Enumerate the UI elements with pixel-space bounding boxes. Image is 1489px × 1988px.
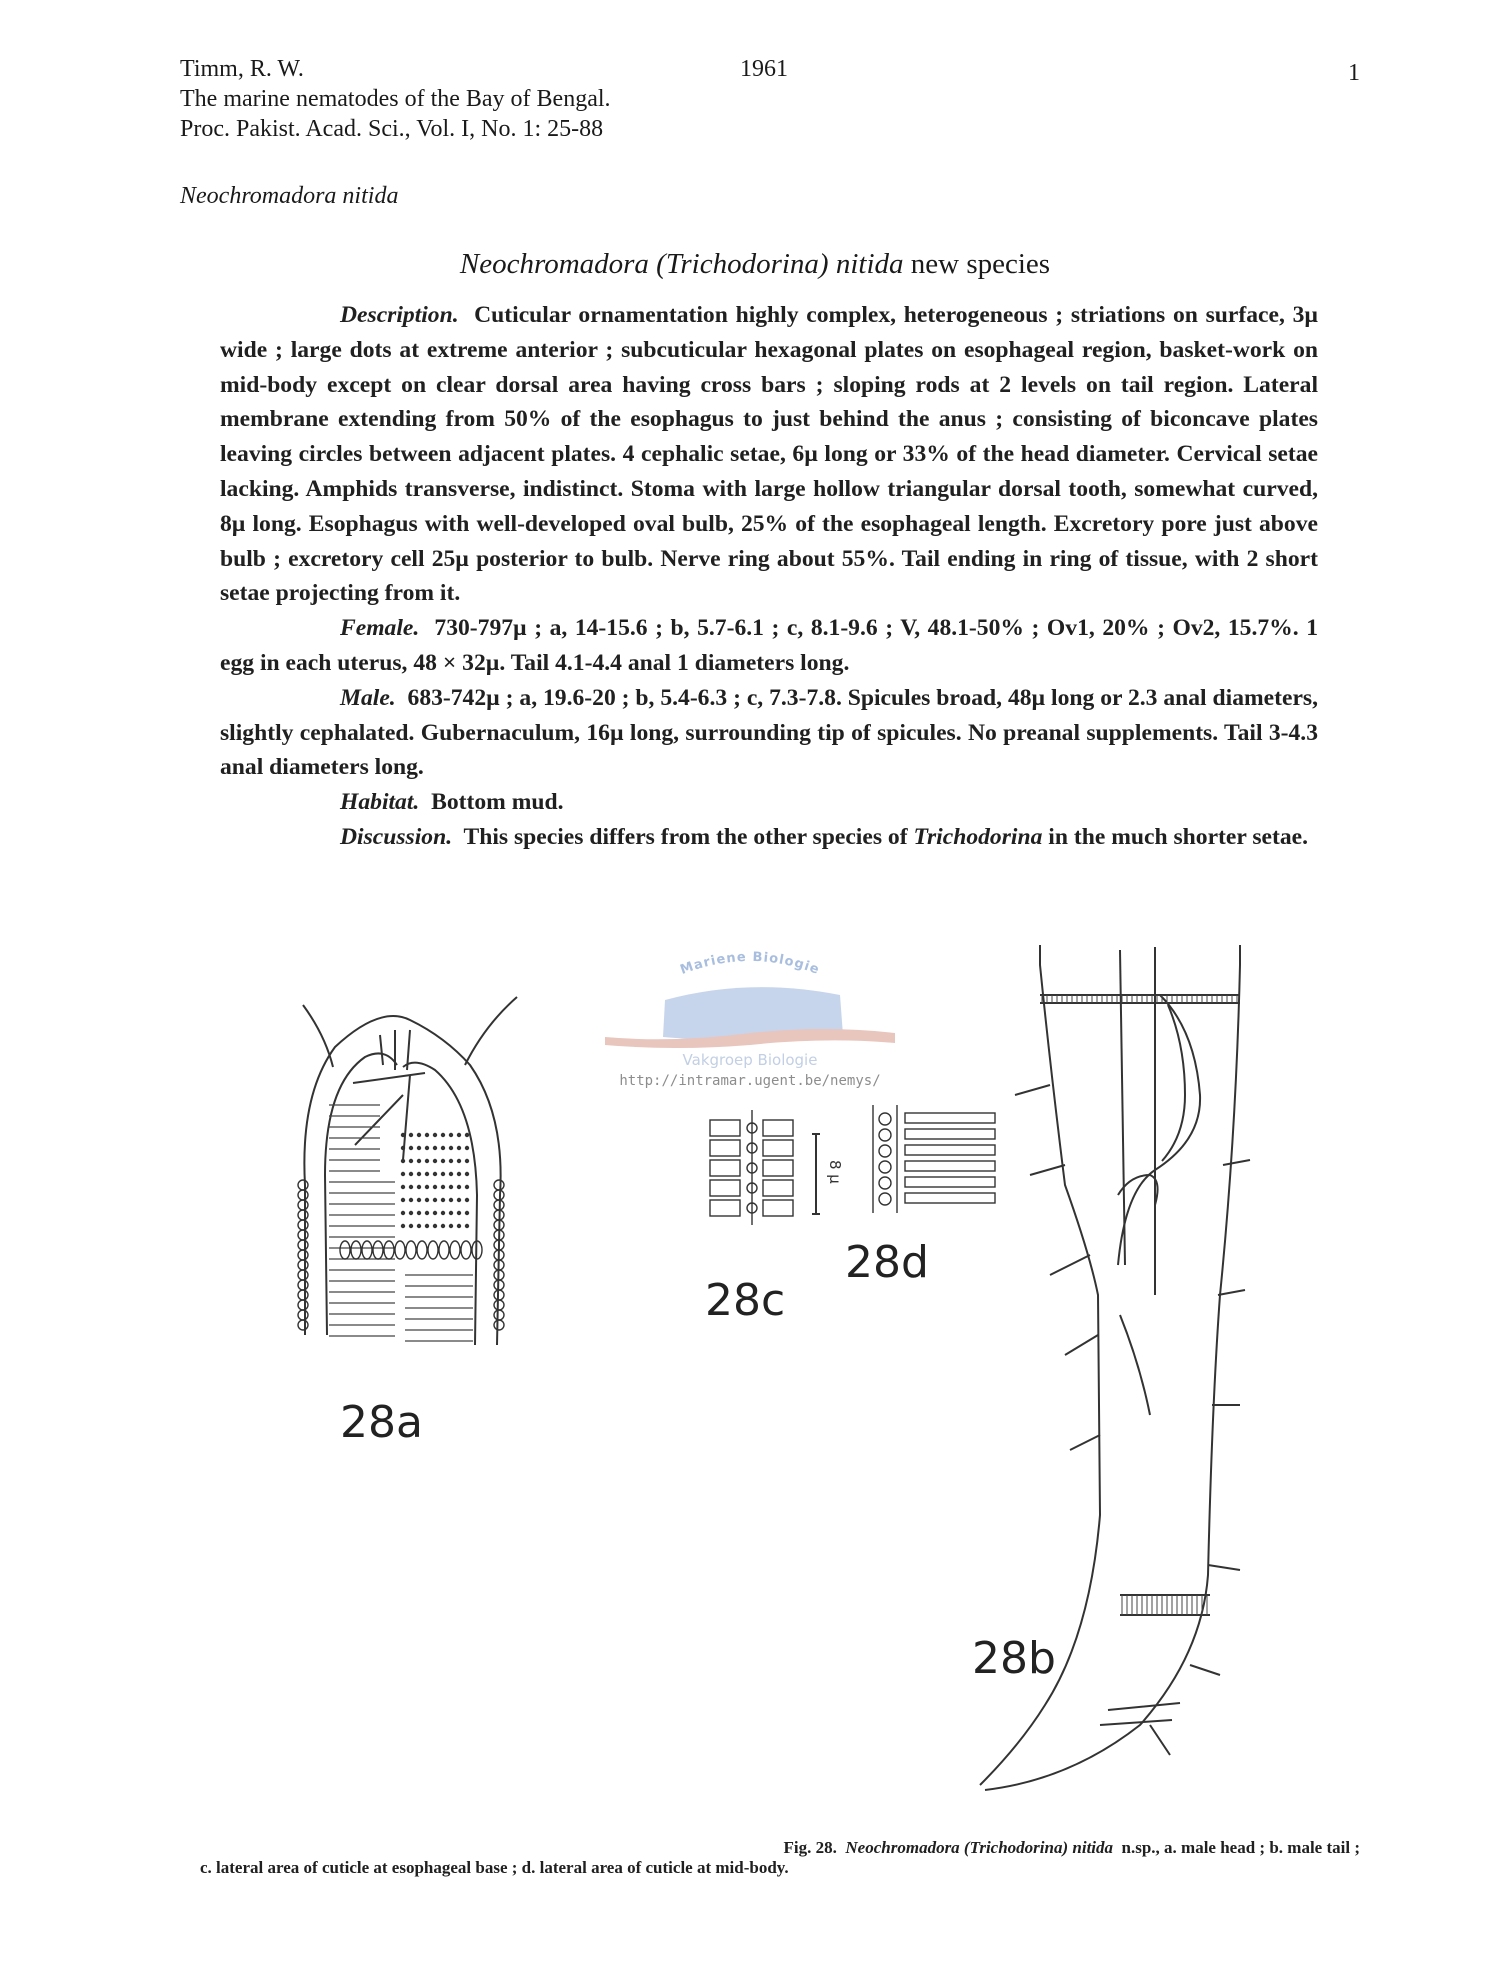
basket-circle: [879, 1177, 891, 1189]
dot: [465, 1185, 469, 1189]
head-outline: [304, 1016, 500, 1345]
caption-line-2: c. lateral area of cuticle at esophageal base ; d. lateral area of cuticle at mid-body.: [200, 1858, 789, 1877]
dot: [465, 1198, 469, 1202]
watermark-arc-text: Mariene Biologie: [678, 949, 822, 978]
dot: [401, 1172, 405, 1176]
figure-28a-male-head: [285, 975, 525, 1448]
dot: [433, 1185, 437, 1189]
bead: [298, 1310, 308, 1320]
dot: [449, 1198, 453, 1202]
description-label: Description.: [340, 302, 459, 328]
dot: [465, 1146, 469, 1150]
plate-cell: [763, 1140, 793, 1156]
bead: [395, 1241, 405, 1259]
dot: [425, 1172, 429, 1176]
bead: [298, 1300, 308, 1310]
taxon-label: Neochromadora nitida: [180, 183, 399, 209]
seta: [1150, 1725, 1170, 1755]
habitat-label: Habitat.: [340, 789, 420, 816]
caption-prefix: Fig. 28.: [783, 1838, 837, 1857]
description-paragraph: [220, 298, 1318, 611]
author: Timm, R. W.: [180, 56, 304, 82]
dot: [417, 1211, 421, 1215]
publication-year: 1961: [740, 56, 788, 82]
bead: [298, 1250, 308, 1260]
dot: [441, 1172, 445, 1176]
discussion-paragraph: [220, 820, 1318, 855]
dot: [465, 1172, 469, 1176]
dot: [409, 1146, 413, 1150]
dot: [457, 1133, 461, 1137]
dot: [409, 1133, 413, 1137]
dot: [457, 1146, 461, 1150]
dot: [417, 1198, 421, 1202]
dot: [465, 1159, 469, 1163]
figure-label-28c: 28c: [705, 1275, 786, 1326]
seta: [1190, 1665, 1220, 1675]
scale-bar-label: 8 µ: [826, 1160, 844, 1184]
dot: [449, 1133, 453, 1137]
plate-cell: [710, 1180, 740, 1196]
scale-bar: [810, 1130, 850, 1220]
spicule-inner: [1162, 1005, 1185, 1161]
species-name: Neochromadora (Trichodorina) nitida: [459, 248, 904, 280]
bead: [450, 1241, 460, 1259]
figure-label-28d: 28d: [845, 1237, 929, 1288]
seta: [1030, 1165, 1065, 1175]
bead: [298, 1180, 308, 1190]
plate-cell: [763, 1180, 793, 1196]
dot: [449, 1224, 453, 1228]
bead: [298, 1200, 308, 1210]
dot: [433, 1159, 437, 1163]
bead: [351, 1241, 361, 1259]
figure-label-28a: 28a: [340, 1397, 423, 1448]
discussion-text-before: This species differs from the other species of: [463, 823, 908, 850]
basket-circle: [879, 1161, 891, 1173]
basket-circle: [879, 1129, 891, 1141]
article-title: The marine nematodes of the Bay of Bengal.: [180, 86, 611, 112]
cephalic-seta-right: [465, 997, 517, 1065]
dot: [441, 1198, 445, 1202]
plate-cell: [763, 1120, 793, 1136]
dot: [417, 1185, 421, 1189]
dot: [425, 1159, 429, 1163]
dot: [401, 1133, 405, 1137]
bead: [298, 1210, 308, 1220]
dot: [465, 1211, 469, 1215]
bead: [494, 1180, 504, 1190]
male-text: 683-742µ ; a, 19.6-20 ; b, 5.4-6.3 ; c, 7.3-7.8. Spicules broad, 48µ long or 2.3 anal diameters, slightly cephalated. Gubernaculum, 16µ long, surrounding tip of spicules. No preanal supplements. Tail 3-4.3 anal diameters long.: [220, 684, 1318, 781]
bead: [298, 1240, 308, 1250]
male-label: Male.: [340, 684, 396, 711]
bead: [298, 1290, 308, 1300]
bead: [298, 1230, 308, 1240]
watermark-url: http://intramar.ugent.be/nemys/: [619, 1073, 881, 1089]
watermark-subtitle: Vakgroep Biologie: [682, 1051, 818, 1069]
male-paragraph: [220, 681, 1318, 785]
dot: [409, 1185, 413, 1189]
dot: [409, 1211, 413, 1215]
dot: [449, 1211, 453, 1215]
discussion-text-after: in the much shorter setae.: [1048, 823, 1309, 850]
habitat-paragraph: [220, 785, 1318, 820]
watermark-logo: [575, 925, 925, 1089]
basket-circle: [879, 1193, 891, 1205]
figure-caption: [200, 1838, 1360, 1878]
bead: [340, 1241, 350, 1259]
dot: [433, 1133, 437, 1137]
dot: [449, 1172, 453, 1176]
dot: [449, 1159, 453, 1163]
discussion-genus: Trichodorina: [913, 823, 1043, 850]
amphid-line: [353, 1073, 425, 1083]
bead: [373, 1241, 383, 1259]
cuticle-bands-top: [1040, 995, 1240, 1003]
plate-cell: [763, 1160, 793, 1176]
dot: [425, 1146, 429, 1150]
species-suffix: new species: [910, 248, 1051, 280]
bead: [494, 1310, 504, 1320]
dot: [433, 1211, 437, 1215]
plate-cell: [710, 1160, 740, 1176]
plate-cell: [710, 1200, 740, 1216]
dot: [417, 1224, 421, 1228]
dot: [417, 1146, 421, 1150]
dot: [401, 1146, 405, 1150]
habitat-text: Bottom mud.: [431, 789, 564, 816]
dot: [425, 1224, 429, 1228]
plate-cell: [710, 1120, 740, 1136]
dot: [401, 1211, 405, 1215]
spicule: [1118, 995, 1200, 1265]
plate-cell: [763, 1200, 793, 1216]
bead: [298, 1320, 308, 1330]
tail-ring-2: [1100, 1703, 1180, 1725]
svg-text:Mariene Biologie: [678, 950, 821, 978]
dot: [457, 1172, 461, 1176]
dot: [465, 1224, 469, 1228]
bead: [494, 1320, 504, 1330]
dot: [409, 1198, 413, 1202]
dot: [441, 1133, 445, 1137]
seta: [1218, 1290, 1245, 1295]
bead: [494, 1300, 504, 1310]
dot: [417, 1159, 421, 1163]
dot: [457, 1185, 461, 1189]
dot: [441, 1224, 445, 1228]
page-number: 1: [1348, 60, 1360, 86]
seta: [1015, 1085, 1050, 1095]
female-paragraph: [220, 611, 1318, 681]
bead: [298, 1220, 308, 1230]
dot: [401, 1159, 405, 1163]
inner-cuticle-line: [325, 1053, 397, 1335]
dot: [433, 1172, 437, 1176]
caption-line-1: [200, 1838, 1360, 1858]
dot: [465, 1133, 469, 1137]
dot: [457, 1159, 461, 1163]
dot: [433, 1224, 437, 1228]
species-title: [0, 248, 1489, 281]
dot: [441, 1159, 445, 1163]
dot: [409, 1159, 413, 1163]
bead: [298, 1270, 308, 1280]
plate-cell: [710, 1140, 740, 1156]
female-text: 730-797µ ; a, 14-15.6 ; b, 5.7-6.1 ; c, 8.1-9.6 ; V, 48.1-50% ; Ov1, 20% ; Ov2, 15.7%. 1 egg in each uterus, 48 × 32µ. Tail 4.1-4.4 anal 1 diameters long.: [220, 615, 1318, 676]
dot: [409, 1224, 413, 1228]
dot: [417, 1133, 421, 1137]
ventral-line: [1120, 1315, 1150, 1415]
dot: [433, 1198, 437, 1202]
seta: [1223, 1160, 1250, 1165]
dot: [441, 1185, 445, 1189]
dot: [401, 1224, 405, 1228]
stoma-lines: [380, 1030, 410, 1070]
dot: [425, 1185, 429, 1189]
dot: [441, 1146, 445, 1150]
bead: [298, 1190, 308, 1200]
seta: [1065, 1335, 1098, 1355]
dot: [457, 1211, 461, 1215]
dot: [409, 1172, 413, 1176]
bead: [461, 1241, 471, 1259]
discussion-label: Discussion.: [340, 823, 453, 850]
seta: [1050, 1255, 1090, 1275]
dot: [449, 1146, 453, 1150]
dot: [457, 1198, 461, 1202]
basket-circle: [879, 1145, 891, 1157]
bead: [428, 1241, 438, 1259]
description-text: Cuticular ornamentation highly complex, heterogeneous ; striations on surface, 3µ wide ; large dots at extreme anterior ; subcuticular hexagonal plates on esophageal region, basket-work on mid-body except on clear dorsal area having cross bars ; sloping rods at 2 levels on tail region. Lateral membrane extending from 50% of the esophagus to just behind the anus ; consisting of biconcave plates leaving circles between adjacent plates. 4 cephalic setae, 6µ long or 33% of the head diameter. Cervical setae lacking. Amphids transverse, indistinct. Stoma with large hollow triangular dorsal tooth, somewhat curved, 8µ long. Esophagus with well-developed oval bulb, 25% of the esophageal length. Excretory pore just above bulb ; excretory cell 25µ posterior to bulb. Nerve ring about 55%. Tail ending in ring of tissue, with 2 short setae projecting from it.: [220, 302, 1319, 607]
dot: [433, 1146, 437, 1150]
dot: [441, 1211, 445, 1215]
bead: [406, 1241, 416, 1259]
dot: [425, 1211, 429, 1215]
dot: [449, 1185, 453, 1189]
seta: [1208, 1565, 1240, 1570]
dot: [417, 1172, 421, 1176]
bead: [362, 1241, 372, 1259]
bead: [384, 1241, 394, 1259]
body-text: [220, 298, 1318, 855]
journal-citation: Proc. Pakist. Acad. Sci., Vol. I, No. 1: 25-88: [180, 116, 604, 142]
basket-circle: [879, 1113, 891, 1125]
dot: [457, 1224, 461, 1228]
caption-line-1-rest: n.sp., a. male head ; b. male tail ;: [1121, 1838, 1360, 1857]
inner-cuticle-line-right: [403, 1063, 477, 1345]
female-label: Female.: [340, 615, 420, 642]
dot: [425, 1133, 429, 1137]
dot: [401, 1198, 405, 1202]
dot: [401, 1185, 405, 1189]
bead: [298, 1280, 308, 1290]
bead: [298, 1260, 308, 1270]
bead: [439, 1241, 449, 1259]
seta: [1070, 1435, 1100, 1450]
bead: [417, 1241, 427, 1259]
dot: [425, 1198, 429, 1202]
figure-label-28b: 28b: [972, 1633, 1056, 1684]
caption-species-name: Neochromadora (Trichodorina) nitida: [845, 1838, 1114, 1857]
figure-28b-male-tail: [940, 935, 1270, 1815]
